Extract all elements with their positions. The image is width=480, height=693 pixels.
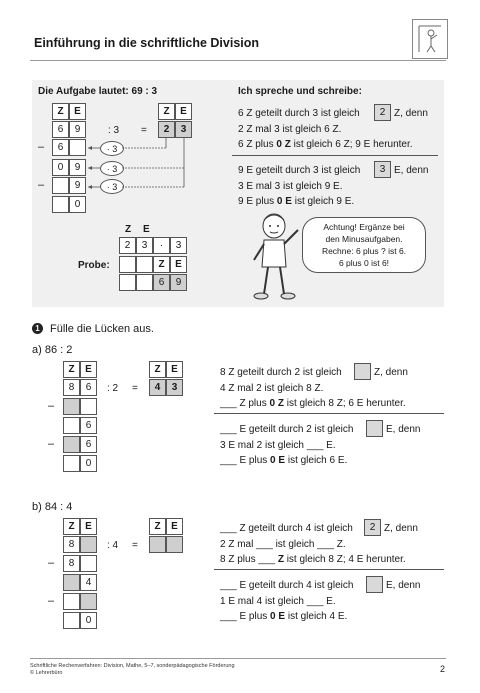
b-part: 8 Z plus ___ [220, 554, 278, 565]
b-result-input[interactable] [166, 536, 183, 553]
a-input-cell[interactable] [63, 436, 80, 453]
equals-sign: = [132, 540, 138, 551]
probe-cell: 2 [119, 237, 136, 254]
equals-sign: = [132, 383, 138, 394]
minus-sign: – [48, 400, 55, 412]
ex-cell: 6 [52, 139, 69, 156]
ex-cell: 0 [69, 196, 86, 213]
multiply-oval: · 3 [100, 161, 124, 176]
b-line: Z, denn [384, 523, 418, 534]
b-head-e: E [80, 518, 97, 535]
minus-sign: – [38, 179, 45, 191]
probe-cell: 3 [136, 237, 153, 254]
result-cell: 2 [158, 121, 175, 138]
speak-line: 3 E mal 3 ist gleich 9 E. [238, 181, 343, 192]
b-cell: 8 [63, 536, 80, 553]
a-cell [63, 455, 80, 472]
probe-cell: 9 [170, 274, 187, 291]
b-part: ist gleich 4 E. [285, 611, 348, 622]
b-part: ___ E plus [220, 611, 271, 622]
b-input-cell[interactable] [80, 593, 97, 610]
probe-cell: 6 [153, 274, 170, 291]
a-res-head: E [166, 361, 183, 378]
a-part: ist gleich 8 Z; 6 E herunter. [283, 398, 406, 409]
res-head-e: E [175, 103, 192, 120]
probe-cell: E [170, 256, 187, 273]
equals-sign: = [141, 125, 147, 136]
a-cell: 6 [80, 417, 97, 434]
probe-head-e: E [143, 224, 150, 235]
minus-sign: – [48, 595, 55, 607]
head-z: Z [52, 103, 69, 120]
a-cell: 6 [80, 379, 97, 396]
probe-cell [136, 274, 153, 291]
divide-operator: : 3 [108, 125, 120, 136]
a-line: 4 Z mal 2 ist gleich 8 Z. [220, 383, 324, 394]
a-bold: 0 Z [269, 398, 284, 409]
speak-line [238, 139, 413, 150]
minus-sign: – [48, 557, 55, 569]
b-cell: 4 [80, 574, 97, 591]
divide-operator: : 2 [107, 383, 119, 394]
a-cell [63, 417, 80, 434]
probe-head-z: Z [125, 224, 132, 235]
probe-label: Probe: [78, 260, 110, 271]
b-line: 2 Z mal ___ ist gleich ___ Z. [220, 539, 346, 550]
divide-operator: : 4 [107, 540, 119, 551]
bubble-line: Achtung! Ergänze bei [323, 222, 405, 232]
b-cell: 0 [80, 612, 97, 629]
a-answer-box[interactable] [354, 363, 371, 380]
b-cell [63, 593, 80, 610]
a-part: ist gleich 6 E. [285, 455, 348, 466]
a-head-e: E [80, 361, 97, 378]
speak-bold: 0 Z [276, 139, 291, 150]
speak-bold: 0 E [276, 196, 292, 207]
a-result: 4 [149, 379, 166, 396]
b-part: ist gleich 8 Z; 4 E herunter. [283, 554, 406, 565]
speak-line: E, denn [394, 165, 429, 176]
bubble-line: den Minusaufgaben. [325, 234, 403, 244]
a-cell: 6 [80, 436, 97, 453]
footer-rule [30, 658, 446, 659]
speak-part: ist gleich 6 Z; 9 E herunter. [290, 139, 413, 150]
a-input-cell[interactable] [63, 398, 80, 415]
speak-part: 9 E plus [238, 196, 277, 207]
b-line [220, 554, 406, 565]
b-line: 1 E mal 4 ist gleich ___ E. [220, 596, 336, 607]
example-heading: Die Aufgabe lautet: 69 : 3 [38, 86, 158, 97]
bubble-line: Rechne: 6 plus ? ist 6. [321, 246, 407, 256]
part-b-label: b) 84 : 4 [32, 501, 73, 513]
ex-cell: 6 [52, 121, 69, 138]
a-head-z: Z [63, 361, 80, 378]
a-res-head: Z [149, 361, 166, 378]
a-cell [80, 398, 97, 415]
b-line [220, 611, 347, 622]
page-number: 2 [440, 664, 446, 674]
separator [232, 155, 438, 156]
b-line: ___ E geteilt durch 4 ist gleich [220, 580, 354, 591]
b-result-input[interactable] [149, 536, 166, 553]
b-answer-box: 2 [364, 519, 381, 536]
a-part: ___ Z plus [220, 398, 270, 409]
footer-text [30, 663, 235, 677]
a-line [220, 455, 347, 466]
speak-line: 6 Z geteilt durch 3 ist gleich [238, 108, 360, 119]
ex-cell: 0 [52, 159, 69, 176]
speak-part: 6 Z plus [238, 139, 277, 150]
bubble-line: 6 plus 0 ist 6! [338, 258, 390, 268]
multiply-oval: · 3 [100, 179, 124, 194]
separator [214, 569, 444, 570]
probe-cell: Z [153, 256, 170, 273]
part-a-label: a) 86 : 2 [32, 344, 73, 356]
page-title: Einführung in die schriftliche Division [34, 36, 260, 50]
a-bold: 0 E [270, 455, 286, 466]
a-cell: 8 [63, 379, 80, 396]
ex-cell: 9 [69, 121, 86, 138]
a-line: E, denn [386, 424, 421, 435]
b-line: E, denn [386, 580, 421, 591]
probe-cell: · [153, 237, 170, 254]
answer-box: 3 [374, 161, 391, 178]
speak-line [238, 196, 354, 207]
speak-heading: Ich spreche und schreibe: [238, 86, 362, 97]
ex-cell: 9 [69, 177, 86, 194]
head-e: E [69, 103, 86, 120]
header-rule [30, 60, 446, 61]
a-line: ___ E geteilt durch 2 ist gleich [220, 424, 354, 435]
a-line: 8 Z geteilt durch 2 ist gleich [220, 367, 342, 378]
b-res-head: E [166, 518, 183, 535]
b-bold: Z [277, 554, 284, 565]
minus-sign: – [48, 438, 55, 450]
b-res-head: Z [149, 518, 166, 535]
separator [214, 413, 444, 414]
task-instruction: Fülle die Lücken aus. [50, 323, 154, 335]
probe-cell [119, 256, 136, 273]
b-bold: 0 E [270, 611, 286, 622]
b-head-z: Z [63, 518, 80, 535]
probe-cell [136, 256, 153, 273]
speak-line: 2 Z mal 3 ist gleich 6 Z. [238, 124, 342, 135]
b-cell [63, 612, 80, 629]
result-cell: 3 [175, 121, 192, 138]
speak-line: Z, denn [394, 108, 428, 119]
a-line [220, 398, 406, 409]
speech-bubble [302, 217, 426, 273]
b-cell: 8 [63, 555, 80, 572]
a-line: Z, denn [374, 367, 408, 378]
a-answer-box[interactable] [366, 420, 383, 437]
ex-cell: 9 [69, 159, 86, 176]
a-line: 3 E mal 2 ist gleich ___ E. [220, 440, 336, 451]
b-input-cell[interactable] [63, 574, 80, 591]
b-line: ___ Z geteilt durch 4 ist gleich [220, 523, 353, 534]
b-input-cell[interactable] [80, 536, 97, 553]
speak-part: ist gleich 9 E. [291, 196, 355, 207]
a-result: 3 [166, 379, 183, 396]
task-number: 1 [32, 323, 43, 334]
probe-cell [119, 274, 136, 291]
speak-line: 9 E geteilt durch 3 ist gleich [238, 165, 361, 176]
footer-line: Schriftliche Rechenverfahren: Division, Mathe, 5–7, sonderpädagogische Förderung [30, 663, 235, 669]
res-head-z: Z [158, 103, 175, 120]
b-answer-box[interactable] [366, 576, 383, 593]
arrow-lines [0, 120, 200, 230]
a-cell: 0 [80, 455, 97, 472]
answer-box: 2 [374, 104, 391, 121]
logo-icon [412, 19, 448, 59]
a-part: ___ E plus [220, 455, 271, 466]
multiply-oval: · 3 [100, 141, 124, 156]
b-cell [80, 555, 97, 572]
footer-line: © Lehrerbüro [30, 670, 63, 676]
probe-cell: 3 [170, 237, 187, 254]
minus-sign: – [38, 141, 45, 153]
